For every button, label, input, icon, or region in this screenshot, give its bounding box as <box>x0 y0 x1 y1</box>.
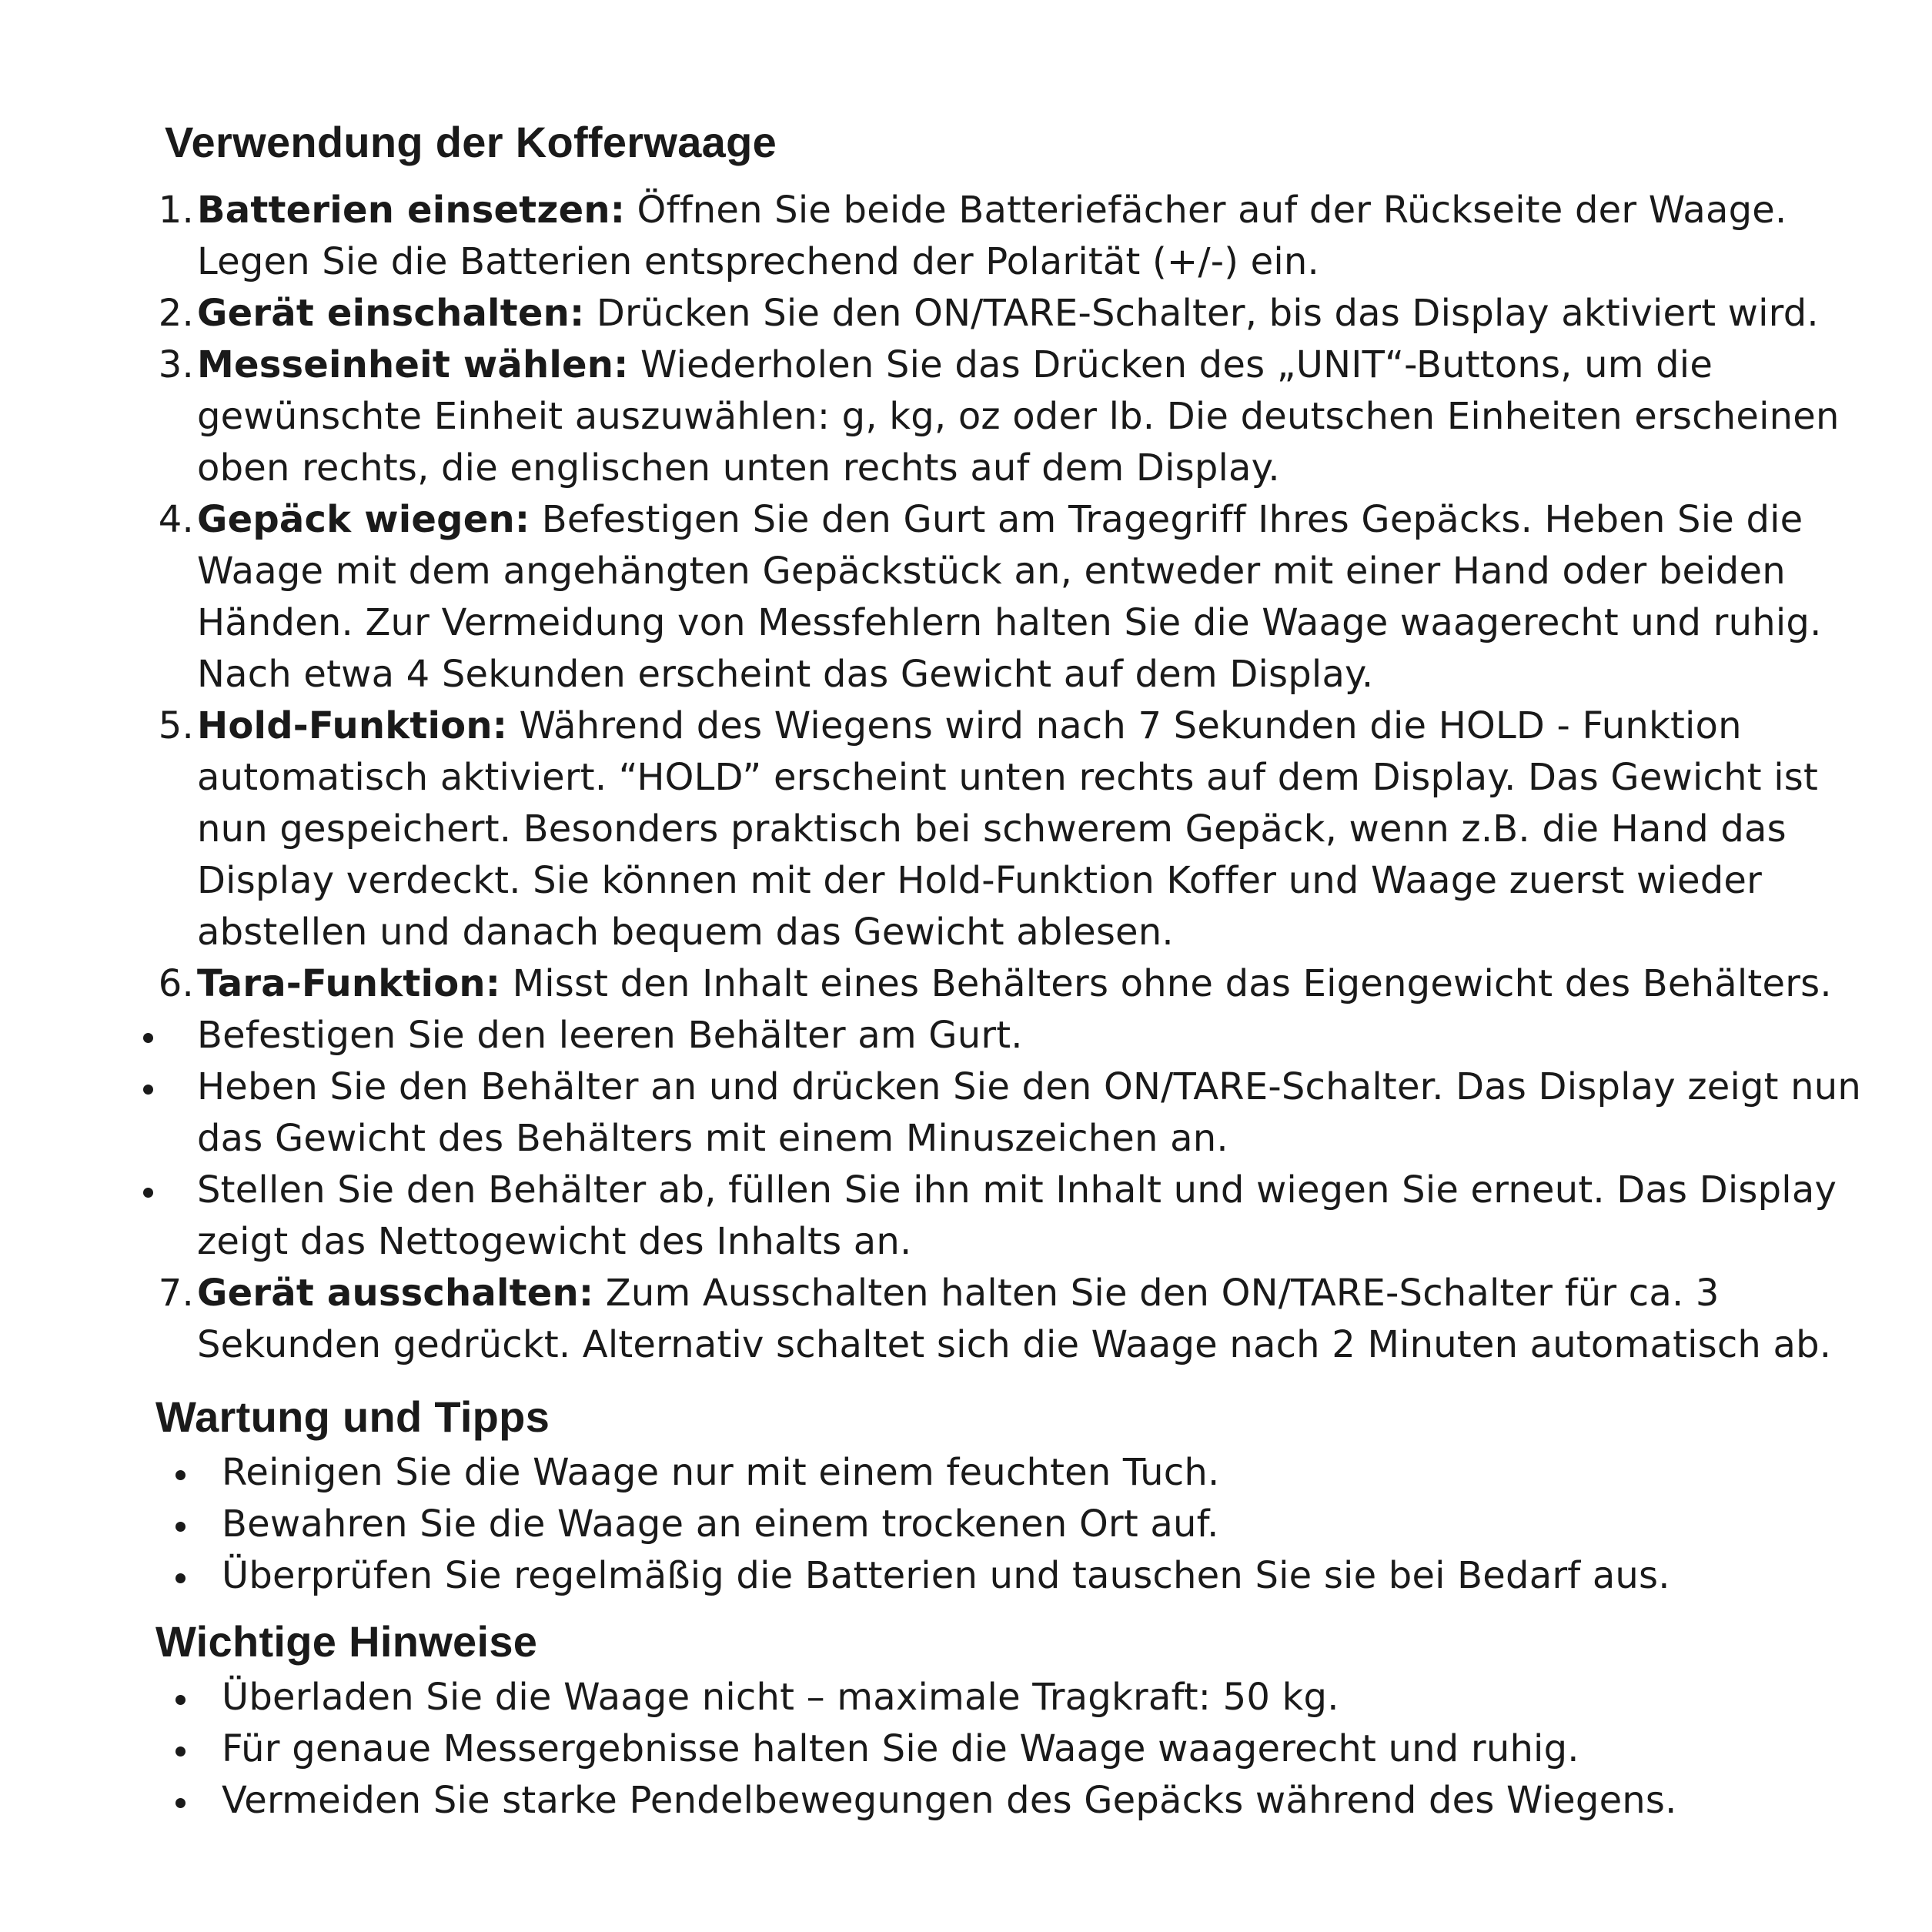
bullet-text: Befestigen Sie den leeren Behälter am Gurt. <box>197 1014 1023 1057</box>
step-title: Gerät ausschalten: <box>197 1272 594 1315</box>
step-text <box>197 958 1867 1010</box>
list-item <box>0 1550 1932 1602</box>
list-item-text: Vermeiden Sie starke Pendelbewegungen des Gepäcks während des Wiegens. <box>222 1779 1677 1822</box>
step-text <box>197 339 1867 494</box>
bullet-text: Heben Sie den Behälter an und drücken Sie den ON/TARE-Schalter. Das Display zeigt nun das Gewicht des Behälters mit einem Minuszeichen an. <box>197 1065 1862 1160</box>
step-item <box>0 700 1932 958</box>
step-item <box>0 1268 1932 1371</box>
list-item <box>0 1447 1932 1499</box>
step-title: Batterien einsetzen: <box>197 189 626 232</box>
step-description: Befestigen Sie den Gurt am Tragegriff Ihres Gepäcks. Heben Sie die Waage mit dem angehängten Gepäckstück an, entweder mit einer Hand oder beiden Händen. Zur Vermeidung von Messfehlern halten Sie die Waage waagerecht und ruhig. Nach etwa 4 Sekunden erscheint das Gewicht auf dem Display. <box>197 498 1822 696</box>
step-description: Während des Wiegens wird nach 7 Sekunden die HOLD - Funktion automatisch aktiviert. “HOLD” erscheint unten rechts auf dem Display. Das Gewicht ist nun gespeichert. Besonders praktisch bei schwerem Gepäck, wenn z.B. die Hand das Display verdeckt. Sie können mit der Hold-Funktion Koffer und Waage zuerst wieder abstellen und danach bequem das Gewicht ablesen. <box>197 704 1819 954</box>
step-description: Zum Ausschalten halten Sie den ON/TARE-Schalter für ca. 3 Sekunden gedrückt. Alternativ schaltet sich die Waage nach 2 Minuten automatisch ab. <box>197 1272 1832 1366</box>
heading-maintenance: Wartung und Tipps <box>155 1392 550 1441</box>
step-title: Hold-Funktion: <box>197 704 508 747</box>
tara-bullet-item <box>0 1010 1932 1061</box>
step-title: Tara-Funktion: <box>197 962 501 1005</box>
step-number: 2. <box>158 292 194 335</box>
maintenance-list <box>0 1447 1932 1602</box>
heading-usage: Verwendung der Kofferwaage <box>165 118 777 166</box>
bullet-icon <box>143 1085 153 1095</box>
heading-notes: Wichtige Hinweise <box>155 1617 538 1666</box>
step-description: Wiederholen Sie das Drücken des „UNIT“-Buttons, um die gewünschte Einheit auszuwählen: g, kg, oz oder lb. Die deutschen Einheiten erscheinen oben rechts, die englischen unten rechts auf dem Display. <box>197 343 1840 490</box>
list-item-text: Überprüfen Sie regelmäßig die Batterien und tauschen Sie sie bei Bedarf aus. <box>222 1554 1670 1597</box>
bullet-text: Stellen Sie den Behälter ab, füllen Sie ihn mit Inhalt und wiegen Sie erneut. Das Display zeigt das Nettogewicht des Inhalts an. <box>197 1168 1837 1263</box>
list-item <box>0 1723 1932 1775</box>
list-item-text: Bewahren Sie die Waage an einem trockenen Ort auf. <box>222 1502 1219 1546</box>
step-description: Öffnen Sie beide Batteriefächer auf der Rückseite der Waage. Legen Sie die Batterien entsprechend der Polarität (+/-) ein. <box>197 189 1787 283</box>
tara-bullet-item <box>0 1165 1932 1268</box>
bullet-icon <box>175 1573 186 1583</box>
list-item <box>0 1672 1932 1723</box>
bullet-icon <box>143 1188 153 1198</box>
step-number: 5. <box>158 704 194 747</box>
step-item <box>0 958 1932 1010</box>
step-item <box>0 288 1932 339</box>
notes-list <box>0 1672 1932 1827</box>
tara-bullet-item <box>0 1061 1932 1165</box>
step-text <box>197 185 1867 288</box>
list-item <box>0 1499 1932 1550</box>
step-number: 7. <box>158 1272 194 1315</box>
list-item-text: Für genaue Messergebnisse halten Sie die Waage waagerecht und ruhig. <box>222 1727 1579 1770</box>
list-item-text: Überladen Sie die Waage nicht – maximale Tragkraft: 50 kg. <box>222 1676 1339 1719</box>
bullet-icon <box>175 1470 186 1480</box>
step-text <box>197 1268 1867 1371</box>
step-number: 3. <box>158 343 194 386</box>
step-title: Gepäck wiegen: <box>197 498 530 541</box>
step-title: Messeinheit wählen: <box>197 343 629 386</box>
bullet-icon <box>175 1522 186 1532</box>
step-text <box>197 700 1867 958</box>
step-item <box>0 339 1932 494</box>
step-number: 4. <box>158 498 194 541</box>
usage-steps-list <box>0 185 1932 1371</box>
step-item <box>0 494 1932 700</box>
step-number: 1. <box>158 189 194 232</box>
bullet-icon <box>175 1695 186 1705</box>
step-description: Misst den Inhalt eines Behälters ohne das Eigengewicht des Behälters. <box>500 962 1832 1005</box>
list-item-text: Reinigen Sie die Waage nur mit einem feuchten Tuch. <box>222 1451 1220 1494</box>
step-number: 6. <box>158 962 194 1005</box>
bullet-icon <box>175 1798 186 1808</box>
step-item <box>0 185 1932 288</box>
list-item <box>0 1775 1932 1827</box>
step-title: Gerät einschalten: <box>197 292 585 335</box>
step-text <box>197 288 1867 339</box>
step-text <box>197 494 1867 700</box>
step-description: Drücken Sie den ON/TARE-Schalter, bis das Display aktiviert wird. <box>584 292 1819 335</box>
bullet-icon <box>143 1033 153 1043</box>
bullet-icon <box>175 1746 186 1757</box>
